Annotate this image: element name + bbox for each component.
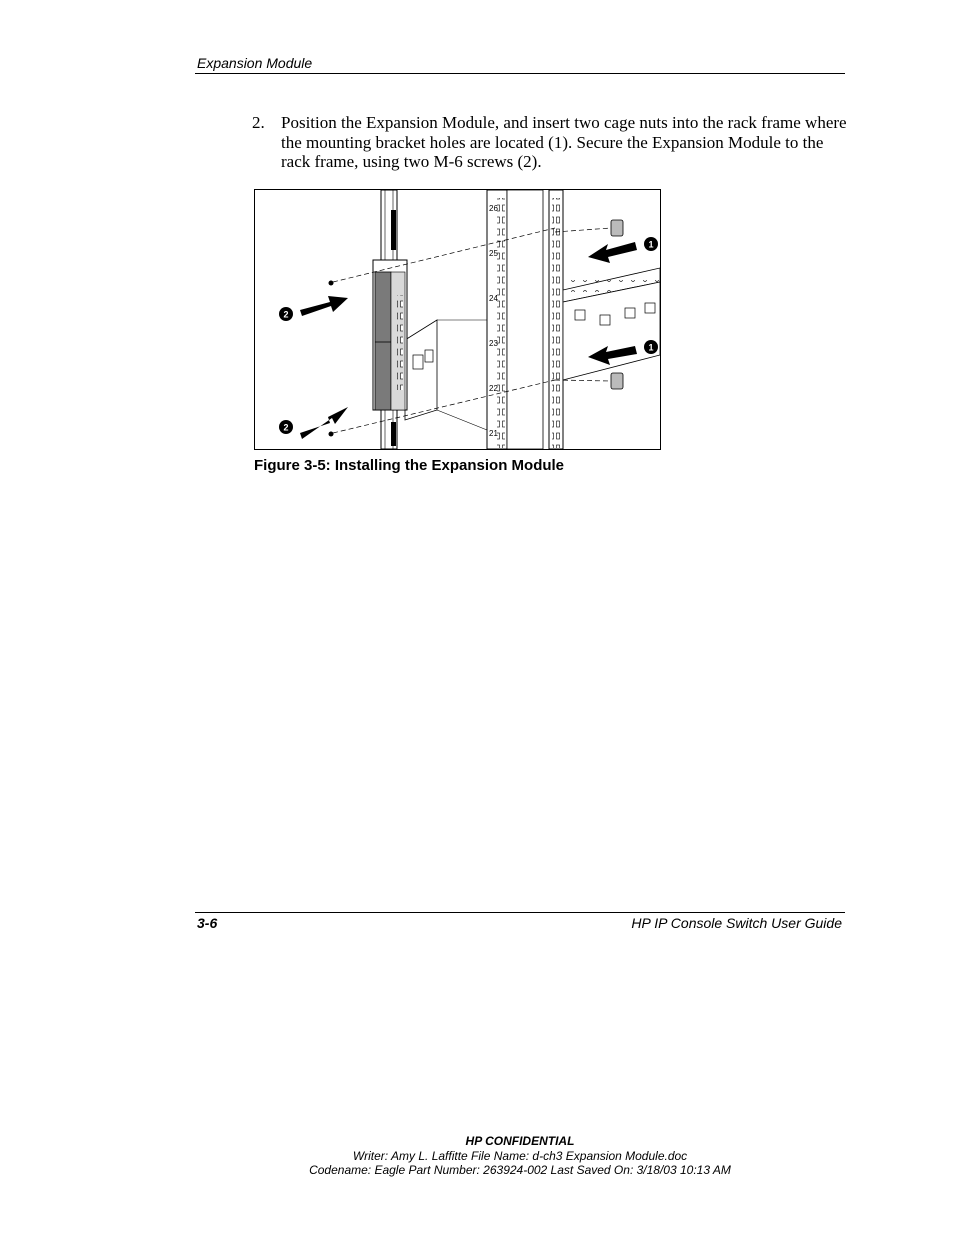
page-number: 3-6 bbox=[197, 915, 218, 931]
svg-text:1: 1 bbox=[648, 239, 654, 250]
installation-figure bbox=[254, 189, 661, 450]
running-header: Expansion Module bbox=[197, 55, 313, 71]
codename-line: Codename: Eagle Part Number: 263924-002 Last Saved On: 3/18/03 10:13 AM bbox=[309, 1163, 731, 1177]
screw bbox=[329, 432, 334, 437]
callout-1-top bbox=[644, 237, 658, 251]
rack-unit-label: 26 bbox=[489, 204, 498, 213]
svg-text:2: 2 bbox=[283, 422, 289, 433]
callout-2-top bbox=[279, 307, 293, 321]
callout-1-bottom bbox=[644, 340, 658, 354]
rack-unit-label: 22 bbox=[489, 384, 498, 393]
cage-nut bbox=[611, 220, 623, 236]
svg-text:2: 2 bbox=[283, 309, 289, 320]
header-rule bbox=[195, 73, 845, 74]
rack-unit-label: 25 bbox=[489, 249, 498, 258]
rack-unit-label: 24 bbox=[489, 294, 498, 303]
callout-2-bottom bbox=[279, 420, 293, 434]
svg-text:1: 1 bbox=[648, 342, 654, 353]
rack-unit-label: 23 bbox=[489, 339, 498, 348]
step-number: 2. bbox=[252, 113, 265, 132]
side-shelf-rail bbox=[563, 268, 660, 380]
expansion-module bbox=[373, 260, 407, 410]
rack-illustration bbox=[255, 190, 660, 449]
guide-title: HP IP Console Switch User Guide bbox=[631, 915, 842, 931]
confidential-label: HP CONFIDENTIAL bbox=[465, 1134, 575, 1148]
middle-rack-rail bbox=[487, 190, 543, 449]
writer-line: Writer: Amy L. Laffitte File Name: d-ch3 Expansion Module.doc bbox=[352, 1149, 688, 1163]
screw bbox=[329, 281, 334, 286]
module-side-panel bbox=[405, 320, 487, 430]
step-text: Position the Expansion Module, and insert two cage nuts into the rack frame where the mounting bracket holes are located (1). Secure the Expansion Module to the rack frame, using two M-6 screws (2). bbox=[281, 113, 847, 171]
rack-unit-label: 21 bbox=[489, 429, 498, 438]
figure-caption: Figure 3-5: Installing the Expansion Module bbox=[254, 457, 565, 474]
cage-nut bbox=[611, 373, 623, 389]
footer-rule bbox=[195, 912, 845, 913]
